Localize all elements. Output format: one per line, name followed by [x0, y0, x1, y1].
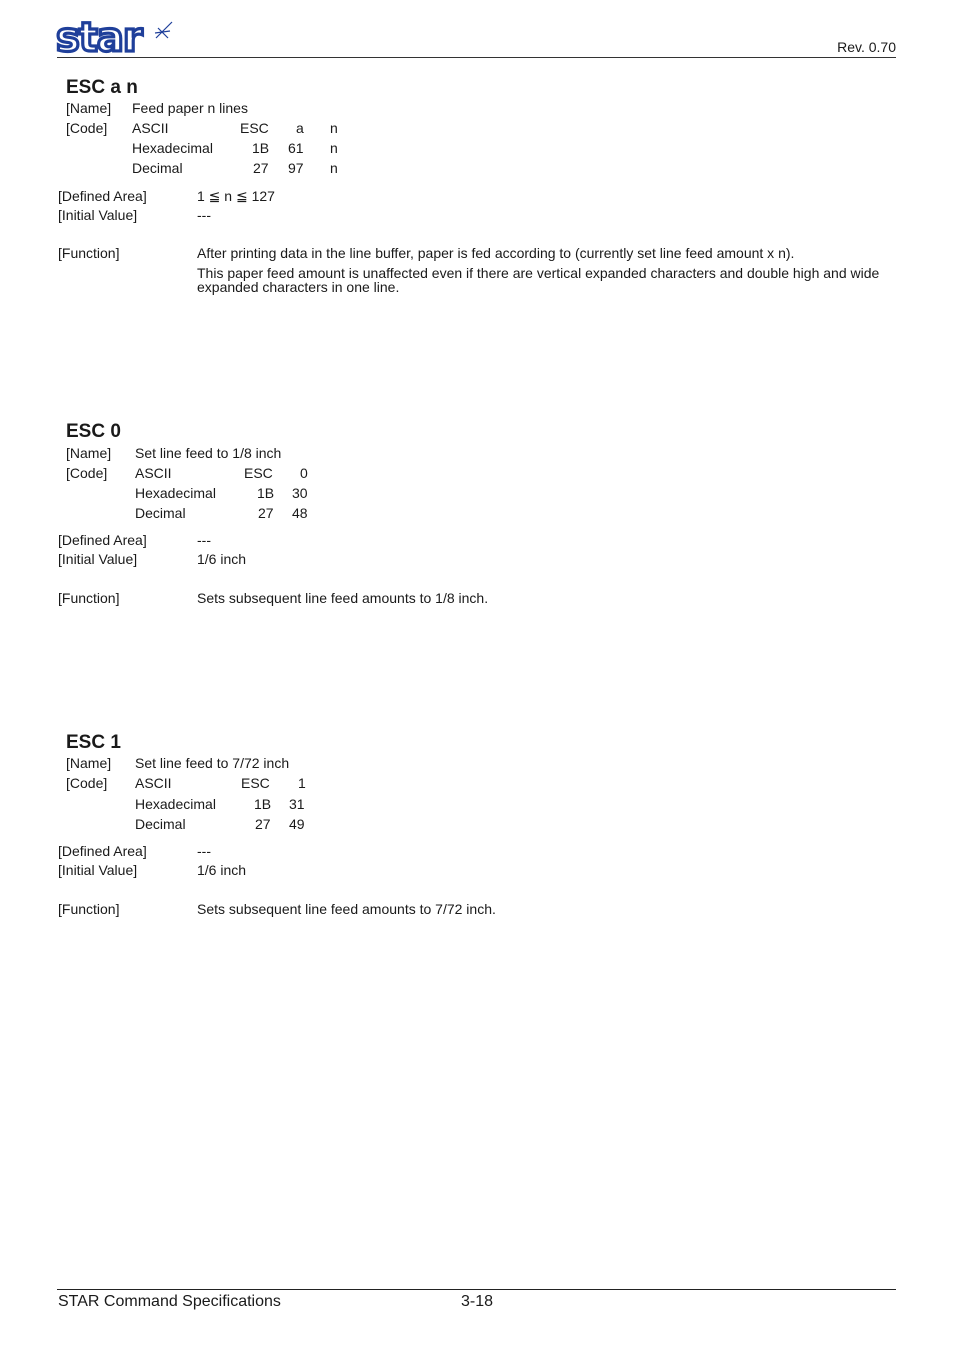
code-row-label: ASCII	[132, 120, 169, 136]
function-label: [Function]	[58, 590, 120, 606]
code-cell: 97	[288, 160, 304, 176]
code-row-label: Hexadecimal	[132, 140, 213, 156]
defined-area-label: [Defined Area]	[58, 188, 147, 204]
star-spark-icon	[155, 22, 172, 38]
function-label: [Function]	[58, 245, 120, 261]
section-title: ESC a n	[66, 77, 138, 98]
defined-area-label: [Defined Area]	[58, 843, 147, 859]
defined-area-label: [Defined Area]	[58, 532, 147, 548]
code-cell: 48	[292, 505, 308, 521]
code-cell: ESC	[241, 775, 270, 791]
star-logo-graphic	[56, 18, 176, 56]
name-label: [Name]	[66, 445, 112, 461]
code-cell: a	[296, 120, 304, 136]
function-label: [Function]	[58, 901, 120, 917]
initial-value: 1/6 inch	[197, 551, 247, 567]
code-cell: 27	[255, 816, 271, 832]
initial-value-label: [Initial Value]	[58, 207, 138, 223]
code-cell: n	[330, 140, 338, 156]
logo-wordmark: star	[56, 18, 142, 56]
header-divider	[57, 57, 896, 58]
code-cell: 61	[288, 140, 304, 156]
code-cell: 27	[253, 160, 269, 176]
initial-value: 1/6 inch	[197, 862, 247, 878]
code-label: [Code]	[66, 120, 108, 136]
footer-divider	[57, 1289, 896, 1290]
command-name: Feed paper n lines	[132, 100, 248, 116]
defined-area-value: 1 ≦ n ≦ 127	[197, 188, 275, 204]
code-cell: 1B	[257, 485, 275, 501]
code-row-label: Decimal	[135, 505, 186, 521]
revision-label: Rev. 0.70	[837, 39, 896, 55]
code-row-label: Hexadecimal	[135, 796, 216, 812]
defined-area-value: ---	[197, 532, 211, 548]
initial-value: ---	[197, 207, 211, 223]
page-number: 3-18	[461, 1293, 494, 1310]
code-cell: n	[330, 120, 338, 136]
code-cell: 1B	[252, 140, 270, 156]
footer-title: STAR Command Specifications	[58, 1293, 281, 1310]
code-cell: 1	[298, 775, 306, 791]
function-text: This paper feed amount is unaffected even if there are vertical expanded characters and double high and wide expanded characters in one line.	[197, 265, 880, 295]
code-cell: 1B	[254, 796, 272, 812]
initial-value-label: [Initial Value]	[58, 862, 138, 878]
code-cell: 49	[289, 816, 305, 832]
code-cell: 27	[258, 505, 274, 521]
name-label: [Name]	[66, 100, 112, 116]
code-row-label: Decimal	[135, 816, 186, 832]
name-label: [Name]	[66, 755, 112, 771]
initial-value-label: [Initial Value]	[58, 551, 138, 567]
code-cell: ESC	[244, 465, 273, 481]
code-cell: 30	[292, 485, 308, 501]
code-label: [Code]	[66, 775, 108, 791]
code-label: [Code]	[66, 465, 108, 481]
code-cell: n	[330, 160, 338, 176]
command-name: Set line feed to 7/72 inch	[135, 755, 290, 771]
code-cell: 31	[289, 796, 305, 812]
command-name: Set line feed to 1/8 inch	[135, 445, 282, 461]
code-row-label: Hexadecimal	[135, 485, 216, 501]
section-title: ESC 1	[66, 732, 121, 753]
code-row-label: ASCII	[135, 775, 172, 791]
defined-area-value: ---	[197, 843, 211, 859]
function-text: Sets subsequent line feed amounts to 1/8 inch.	[197, 590, 489, 606]
function-text: Sets subsequent line feed amounts to 7/72 inch.	[197, 901, 496, 917]
code-cell: 0	[300, 465, 308, 481]
code-row-label: ASCII	[135, 465, 172, 481]
star-logo	[56, 18, 176, 59]
code-cell: ESC	[240, 120, 269, 136]
code-row-label: Decimal	[132, 160, 183, 176]
section-title: ESC 0	[66, 421, 121, 442]
function-text: After printing data in the line buffer, paper is fed according to (currently set line feed amount x n).	[197, 245, 795, 261]
